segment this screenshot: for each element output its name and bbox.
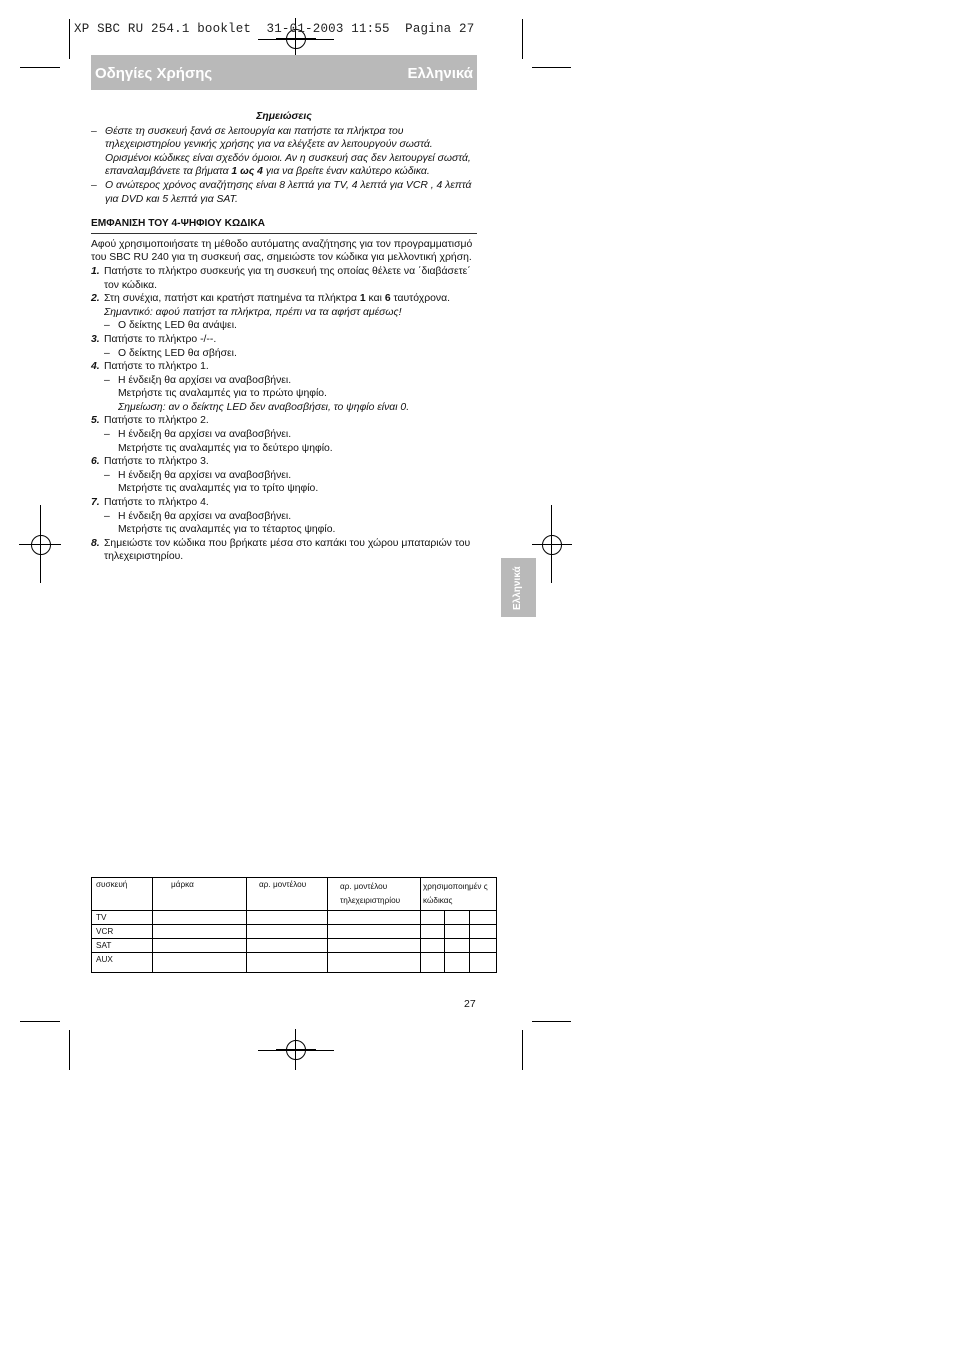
sub-text: Η ένδειξη θα αρχίσει να αναβοσβήνει. xyxy=(118,510,292,522)
note-item xyxy=(91,125,477,179)
row-device: AUX xyxy=(92,953,153,973)
table-row xyxy=(92,925,497,939)
crop-mark xyxy=(69,1030,70,1070)
cell-code-digit[interactable] xyxy=(445,911,470,925)
step-4 xyxy=(91,360,477,374)
step-4-sub xyxy=(91,374,477,388)
crop-mark xyxy=(522,19,523,59)
step-note: Σημαντικό: αφού πατήστ τα πλήκτρα, πρέπι να τα αφήστ αμέσως! xyxy=(104,306,402,318)
cell-code-digit[interactable] xyxy=(470,911,497,925)
dash: – xyxy=(104,510,110,522)
header-used-code xyxy=(421,878,497,911)
cell-remote-model[interactable] xyxy=(328,925,421,939)
header-brand: μάρκα xyxy=(153,878,247,911)
crop-mark xyxy=(532,1021,571,1022)
registration-mark-icon xyxy=(532,525,572,565)
cell-remote-model[interactable] xyxy=(328,911,421,925)
step-6 xyxy=(91,455,477,469)
dash: – xyxy=(104,374,110,386)
header-bar xyxy=(91,55,477,90)
cell-code-digit[interactable] xyxy=(470,925,497,939)
crop-mark xyxy=(532,67,571,68)
side-tab-label: Ελληνικά xyxy=(512,566,523,610)
step-text: Πατήστε το πλήκτρο -/--. xyxy=(104,333,217,345)
header-language: Ελληνικά xyxy=(407,65,473,82)
cell-code-digit[interactable] xyxy=(421,911,445,925)
page-content xyxy=(91,110,477,564)
step-5-sub xyxy=(91,428,477,442)
section-intro: Αφού χρησιμοποιήσατε τη μέθοδο αυτόματης αναζήτησης για τον προγραμματισμό του SBC RU 240 για τη συσκευή σας, σημειώστε τον κώδικα για μελλοντική χρήση. xyxy=(91,238,473,264)
step-text: Πατήστε το πλήκτρο 1. xyxy=(104,361,209,373)
sub-text: Η ένδειξη θα αρχίσει να αναβοσβήνει. xyxy=(118,429,292,441)
cell-code-digit[interactable] xyxy=(421,925,445,939)
row-device: VCR xyxy=(92,925,153,939)
step-number: 7. xyxy=(91,497,100,509)
page-number: 27 xyxy=(464,998,476,1010)
table-header-row xyxy=(92,878,497,911)
step-6-sub: Μετρήστε τις αναλαμπές για το τρίτο ψηφίο. xyxy=(118,483,319,495)
step-5-sub: Μετρήστε τις αναλαμπές για το δεύτερο ψηφίο. xyxy=(118,442,333,454)
table-row xyxy=(92,911,497,925)
step-1 xyxy=(91,265,477,292)
step-text: Πατήστε το πλήκτρο 4. xyxy=(104,497,209,509)
step-text: Σημειώστε τον κώδικα που βρήκατε μέσα στο καπάκι του χώρου μπαταριών του τηλεχειριστηρίου. xyxy=(104,537,471,563)
cell-code-digit[interactable] xyxy=(445,925,470,939)
step-number: 2. xyxy=(91,293,100,305)
step-3-sub xyxy=(91,347,477,361)
table-row xyxy=(92,953,497,973)
step-2-note xyxy=(91,306,477,320)
crop-mark xyxy=(522,1030,523,1070)
sub-text: Ο δείκτης LED θα σβήσει. xyxy=(118,347,237,359)
step-8 xyxy=(91,537,477,564)
cell-remote-model[interactable] xyxy=(328,953,421,973)
cell-code-digit[interactable] xyxy=(421,953,445,973)
cell-code-digit[interactable] xyxy=(421,939,445,953)
step-text: ταυτόχρονα. xyxy=(390,293,450,305)
cell-model[interactable] xyxy=(247,939,328,953)
header-remote-model-line: αρ. μοντέλου xyxy=(340,882,388,891)
registration-mark-icon xyxy=(21,525,61,565)
note-item xyxy=(91,179,477,206)
dash: – xyxy=(104,320,110,332)
key-label: 1 xyxy=(359,293,366,305)
cell-model[interactable] xyxy=(247,953,328,973)
notes-title: Σημειώσεις xyxy=(256,111,312,122)
note-bold: 1 ως 4 xyxy=(231,166,263,178)
key-label: 6 xyxy=(384,293,391,305)
dash: – xyxy=(91,125,97,137)
sub-text: Η ένδειξη θα αρχίσει να αναβοσβήνει. xyxy=(118,469,292,481)
step-4-note: Σημείωση: αν ο δείκτης LED δεν αναβοσβήσει, το ψηφίο είναι 0. xyxy=(118,401,410,413)
header-model: αρ. μοντέλου xyxy=(247,878,328,911)
step-text: Πατήστε το πλήκτρο 3. xyxy=(104,456,209,468)
step-number: 3. xyxy=(91,333,100,345)
section-title: ΕΜΦΑΝΙΣΗ ΤΟΥ 4-ΨΗΦΙΟΥ ΚΩΔΙΚΑ xyxy=(91,217,477,234)
note-text: Ο ανώτερος χρόνος αναζήτησης είναι 8 λεπτά για TV, 4 λεπτά για VCR , 4 λεπτά για DVD και 5 λεπτά για SAT. xyxy=(105,179,472,205)
side-language-tab xyxy=(501,558,536,617)
step-number: 6. xyxy=(91,456,100,468)
dash: – xyxy=(104,429,110,441)
step-5 xyxy=(91,414,477,428)
step-7 xyxy=(91,496,477,510)
step-text: Στη συνέχια, πατήστ και κρατήστ πατημένα τα πλήκτρα xyxy=(104,293,360,305)
header-remote-model xyxy=(328,878,421,911)
sub-text: Η ένδειξη θα αρχίσει να αναβοσβήνει. xyxy=(118,374,292,386)
step-2-sub xyxy=(91,319,477,333)
cell-brand[interactable] xyxy=(153,953,247,973)
note-text: για να βρείτε έναν καλύτερο κώδικα. xyxy=(262,166,430,178)
step-text: Πατήστε το πλήκτρο 2. xyxy=(104,415,209,427)
step-text: και xyxy=(365,293,385,305)
sub-text: Ο δείκτης LED θα ανάψει. xyxy=(118,320,237,332)
registration-mark-icon xyxy=(276,1030,316,1070)
header-used-code-line: κώδικας xyxy=(423,896,453,905)
step-6-sub xyxy=(91,469,477,483)
step-7-sub: Μετρήστε τις αναλαμπές για το τέταρτος ψηφίο. xyxy=(118,524,336,536)
dash: – xyxy=(91,179,97,191)
row-device: TV xyxy=(92,911,153,925)
crop-mark xyxy=(20,67,60,68)
cell-brand[interactable] xyxy=(153,911,247,925)
print-slug: XP SBC RU 254.1 booklet 31-01-2003 11:55 Pagina 27 xyxy=(74,22,475,36)
step-3 xyxy=(91,333,477,347)
header-device: συσκευή xyxy=(92,878,153,911)
dash: – xyxy=(104,347,110,359)
step-text: Πατήστε το πλήκτρο συσκευής για τη συσκευή της οποίας θέλετε να ΄διαβάσετε΄ τον κώδικα. xyxy=(104,265,471,291)
step-number: 8. xyxy=(91,537,100,549)
step-number: 4. xyxy=(91,361,100,373)
header-title: Οδηγίες Χρήσης xyxy=(95,65,213,82)
step-4-sub: Μετρήστε τις αναλαμπές για το πρώτο ψηφίο. xyxy=(118,388,327,400)
crop-mark xyxy=(20,1021,60,1022)
cell-model[interactable] xyxy=(247,925,328,939)
cell-code-digit[interactable] xyxy=(445,953,470,973)
cell-code-digit[interactable] xyxy=(470,939,497,953)
cell-code-digit[interactable] xyxy=(445,939,470,953)
step-7-sub xyxy=(91,510,477,524)
header-used-code-line: χρησιμοποιημέν ς xyxy=(423,882,488,891)
note-text: Θέστε τη συσκευή ξανά σε λειτουργία και πατήστε τα πλήκτρα του τηλεχειριστηρίου γενικής χρήσης για να ελέγξετε αν λειτουργούν σωστά. Ορισμένοι κώδικες είναι σχεδόν όμοιοι. Αν η συσκευή σας δεν λειτουργεί σωστά, επαναλαμβάνετε τα βήματα xyxy=(105,125,471,178)
cell-remote-model[interactable] xyxy=(328,939,421,953)
cell-brand[interactable] xyxy=(153,925,247,939)
step-2 xyxy=(91,292,477,306)
crop-mark xyxy=(69,19,70,59)
table-row xyxy=(92,939,497,953)
dash: – xyxy=(104,469,110,481)
step-number: 1. xyxy=(91,265,100,277)
cell-code-digit[interactable] xyxy=(470,953,497,973)
row-device: SAT xyxy=(92,939,153,953)
step-number: 5. xyxy=(91,415,100,427)
header-remote-model-line: τηλεχειριστηρίου xyxy=(340,896,401,905)
cell-model[interactable] xyxy=(247,911,328,925)
code-table xyxy=(91,877,497,973)
cell-brand[interactable] xyxy=(153,939,247,953)
